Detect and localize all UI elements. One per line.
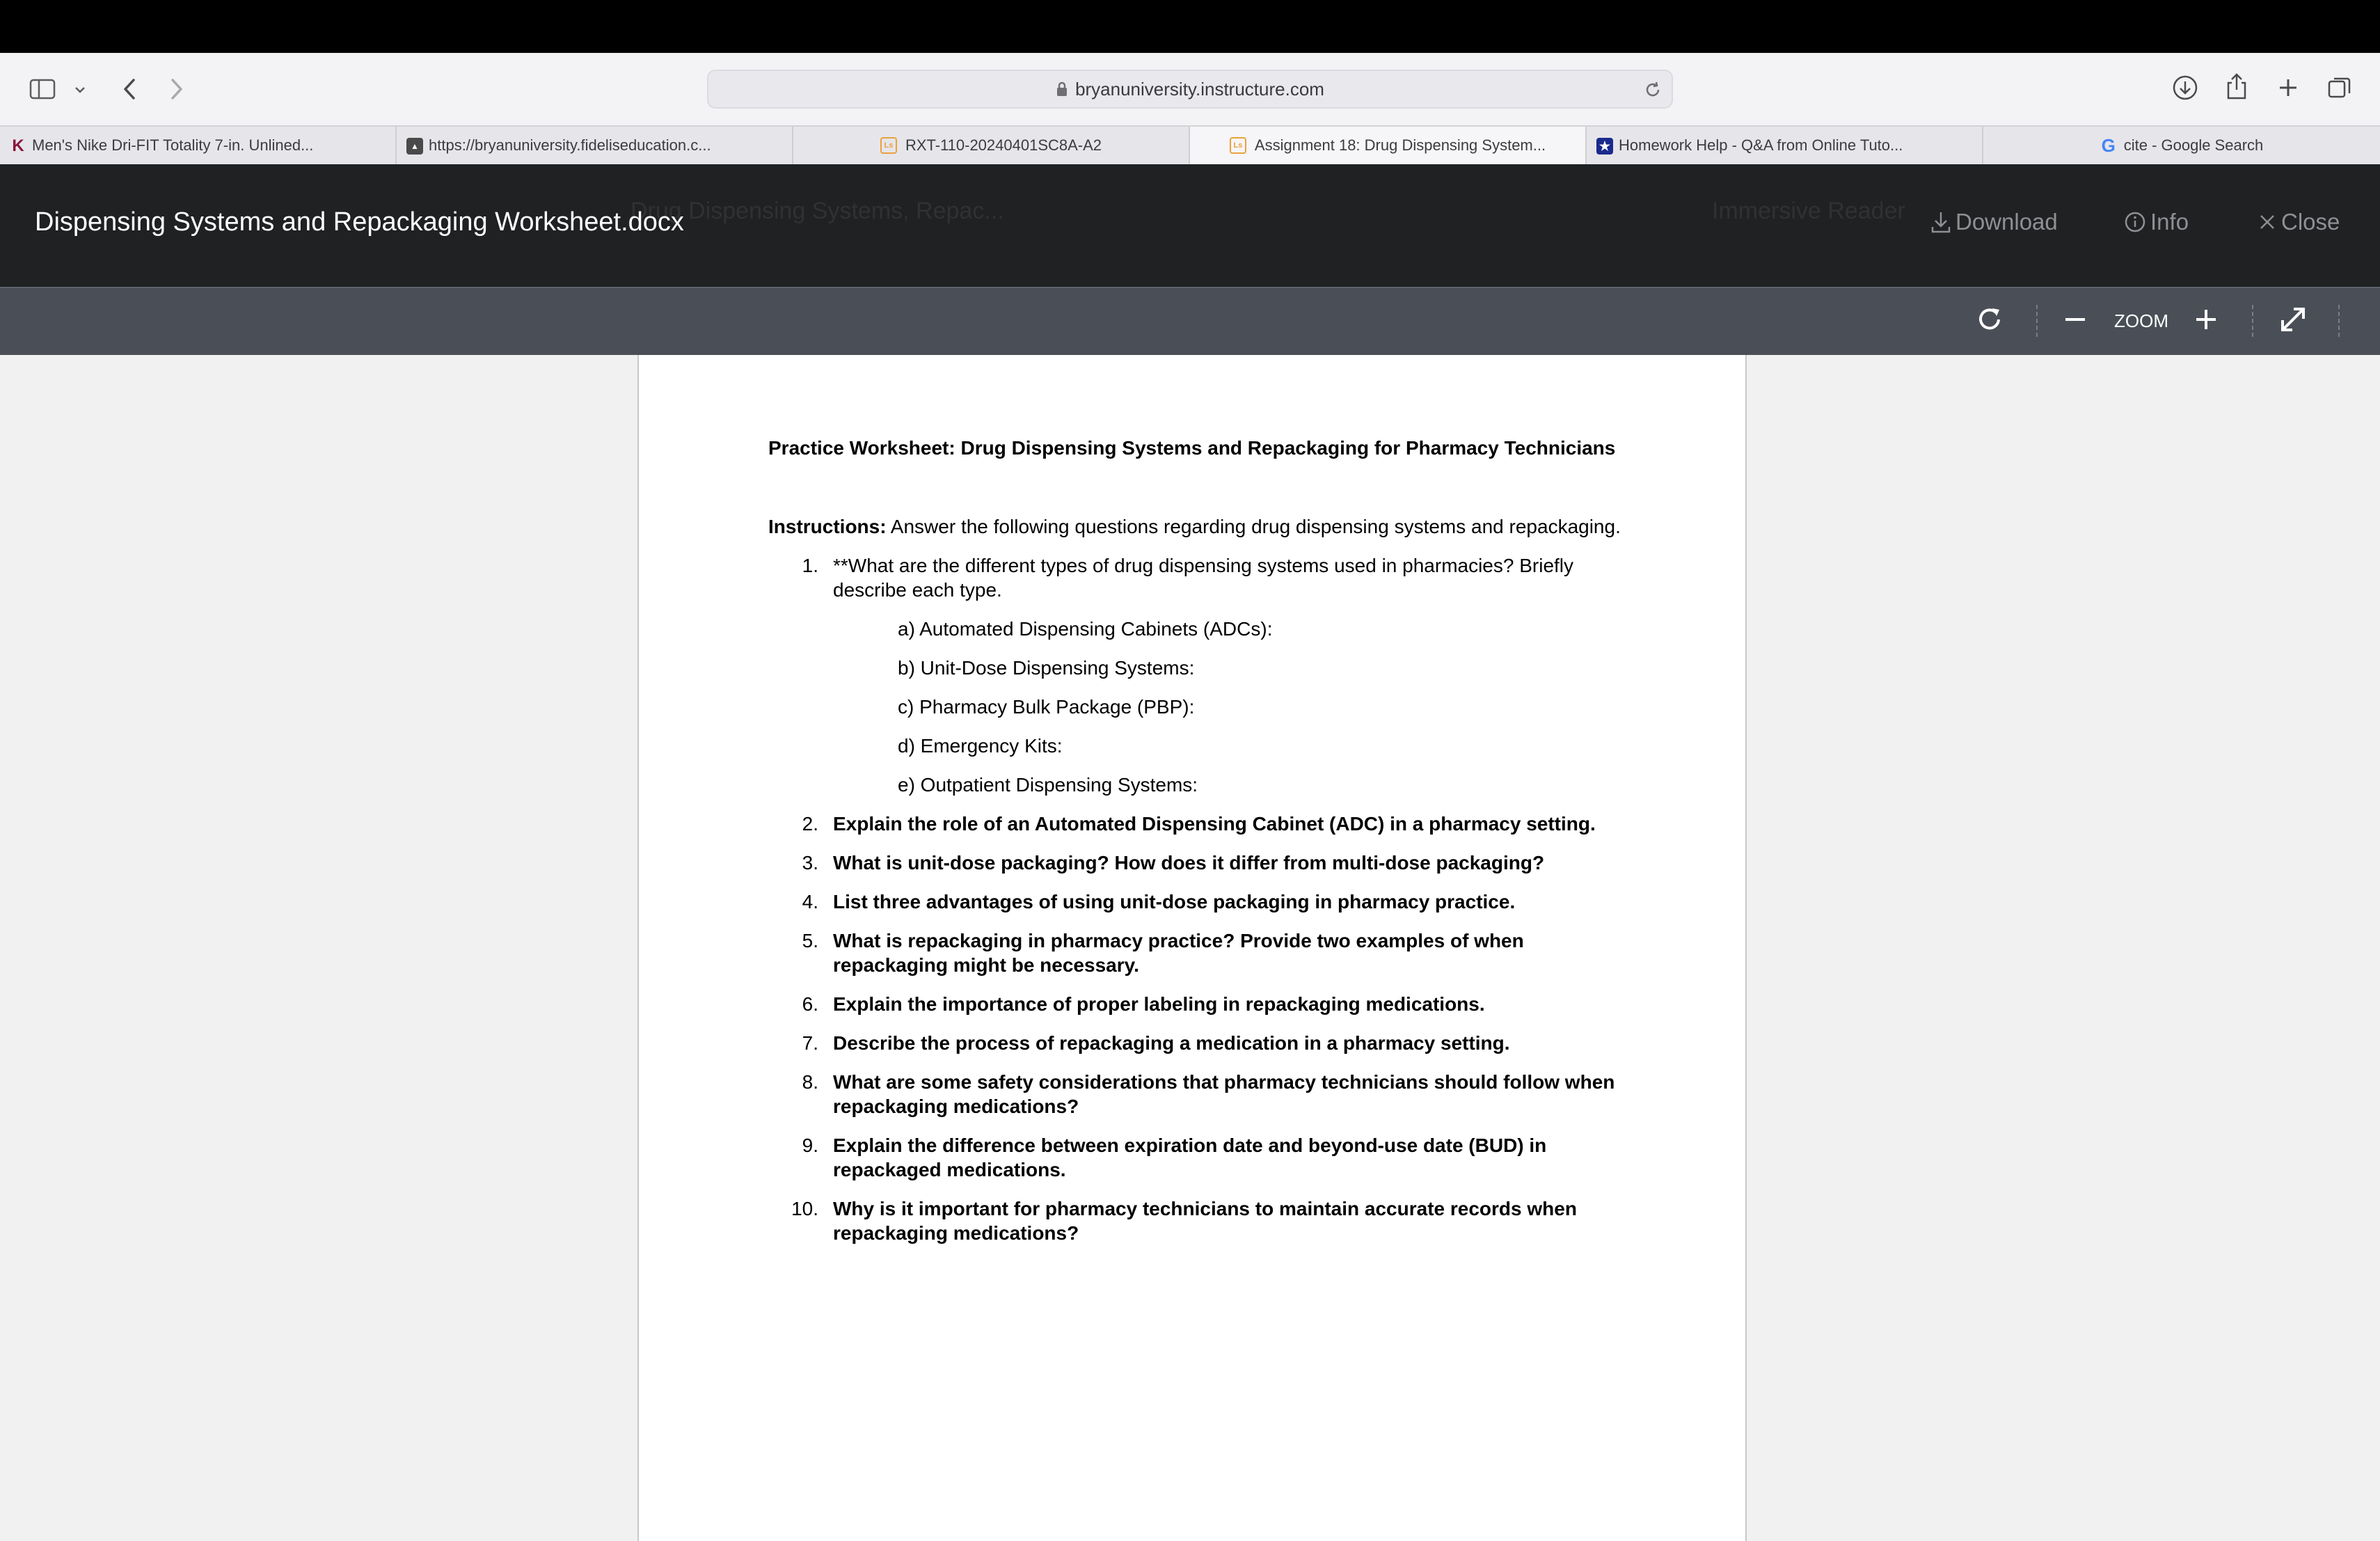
question-item bbox=[768, 1031, 1631, 1055]
question-item bbox=[768, 1196, 1631, 1245]
question-number: 3. bbox=[802, 852, 818, 874]
instructions-text: Answer the following questions regarding drug dispensing systems and repackaging. bbox=[886, 516, 1621, 537]
sidebar-icon bbox=[29, 78, 57, 100]
tab-label: Assignment 18: Drug Dispensing System... bbox=[1254, 136, 1546, 154]
question-number: 9. bbox=[802, 1135, 818, 1156]
question-number: 6. bbox=[802, 993, 818, 1015]
tab-bar bbox=[0, 125, 2380, 164]
google-icon: G bbox=[2101, 134, 2116, 156]
question-number: 2. bbox=[802, 813, 818, 835]
chevron-left-icon bbox=[121, 77, 138, 101]
sub-item: d) Emergency Kits: bbox=[898, 735, 1063, 757]
question-item bbox=[768, 553, 1631, 602]
question-number: 1. bbox=[802, 555, 818, 576]
document-icon: Ls bbox=[880, 137, 897, 154]
new-tab-button[interactable] bbox=[2273, 72, 2303, 103]
toolbar-divider bbox=[2338, 305, 2340, 337]
browser-tab[interactable] bbox=[397, 127, 793, 164]
question-item bbox=[768, 890, 1631, 914]
info-button[interactable] bbox=[2124, 209, 2189, 235]
minus-icon bbox=[2063, 308, 2087, 331]
share-button[interactable] bbox=[2221, 70, 2252, 103]
reload-button[interactable] bbox=[1641, 78, 1665, 102]
question-text: What is repackaging in pharmacy practice? Provide two examples of when repackaging might be necessary. bbox=[833, 930, 1524, 976]
tab-overview-icon bbox=[2326, 74, 2353, 101]
question-number: 7. bbox=[802, 1032, 818, 1054]
question-item bbox=[768, 928, 1631, 977]
question-text: Explain the role of an Automated Dispensing Cabinet (ADC) in a pharmacy setting. bbox=[833, 813, 1596, 835]
question-number: 5. bbox=[802, 930, 818, 951]
info-label: Info bbox=[2150, 209, 2189, 235]
preview-toolbar bbox=[0, 287, 2380, 355]
document-content bbox=[768, 436, 1631, 1260]
tab-overview-button[interactable] bbox=[2324, 72, 2355, 103]
question-text: Explain the difference between expiration date and beyond-use date (BUD) in repackaged medications. bbox=[833, 1135, 1547, 1180]
browser-tab[interactable] bbox=[793, 127, 1190, 164]
toolbar-divider bbox=[2036, 305, 2038, 337]
question-text: Why is it important for pharmacy technicians to maintain accurate records when repackaging medications? bbox=[833, 1198, 1577, 1244]
lock-icon bbox=[1056, 81, 1068, 97]
address-bar[interactable] bbox=[707, 70, 1673, 109]
tab-label: Homework Help - Q&A from Online Tuto... bbox=[1619, 136, 1903, 154]
question-number: 8. bbox=[802, 1071, 818, 1093]
question-item bbox=[768, 1133, 1631, 1182]
sidebar-toggle-button[interactable] bbox=[26, 75, 60, 103]
url-text: bryanuniversity.instructure.com bbox=[1075, 78, 1324, 100]
question-text: Describe the process of repackaging a medication in a pharmacy setting. bbox=[833, 1032, 1510, 1054]
zoom-label: ZOOM bbox=[2114, 310, 2168, 331]
rotate-button[interactable] bbox=[1972, 302, 2007, 337]
fidelis-icon: ▲ bbox=[406, 138, 423, 155]
zoom-in-button[interactable] bbox=[2191, 302, 2221, 337]
downloads-button[interactable] bbox=[2170, 72, 2200, 103]
document-icon: Ls bbox=[1230, 137, 1246, 154]
reload-icon bbox=[1643, 80, 1663, 100]
zoom-out-button[interactable] bbox=[2060, 302, 2091, 337]
screen-top-bezel bbox=[0, 0, 2380, 53]
question-item bbox=[768, 992, 1631, 1016]
document-heading: Practice Worksheet: Drug Dispensing Systems and Repackaging for Pharmacy Technicians bbox=[768, 437, 1616, 459]
tab-label: https://bryanuniversity.fideliseducation.c... bbox=[429, 136, 711, 154]
share-icon bbox=[2224, 72, 2249, 101]
browser-tab[interactable] bbox=[1587, 127, 1983, 164]
question-item bbox=[768, 1070, 1631, 1119]
background-page-title: Drug Dispensing Systems, Repac... bbox=[630, 198, 1004, 224]
tab-label: cite - Google Search bbox=[2123, 136, 2264, 154]
close-label: Close bbox=[2281, 209, 2340, 235]
question-text: Explain the importance of proper labeling in repackaging medications. bbox=[833, 993, 1485, 1015]
instructions-label: Instructions: bbox=[768, 516, 887, 537]
chevron-right-icon bbox=[168, 77, 185, 101]
question-item bbox=[768, 851, 1631, 875]
rotate-icon bbox=[1974, 304, 2005, 335]
question-list bbox=[768, 553, 1631, 1245]
download-circle-icon bbox=[2171, 74, 2199, 102]
toolbar-divider bbox=[2252, 305, 2253, 337]
expand-icon bbox=[2278, 305, 2308, 334]
browser-tab[interactable] bbox=[1983, 127, 2380, 164]
browser-tab[interactable] bbox=[0, 127, 397, 164]
sub-item: b) Unit-Dose Dispensing Systems: bbox=[898, 657, 1195, 679]
sub-item: a) Automated Dispensing Cabinets (ADCs): bbox=[898, 618, 1273, 640]
question-number: 4. bbox=[802, 891, 818, 912]
plus-icon bbox=[2277, 77, 2299, 99]
question-text: List three advantages of using unit-dose packaging in pharmacy practice. bbox=[833, 891, 1516, 912]
question-item bbox=[768, 812, 1631, 836]
kohls-icon: K bbox=[12, 136, 24, 155]
close-button[interactable] bbox=[2258, 209, 2340, 235]
tab-label: Men's Nike Dri-FIT Totality 7-in. Unlined... bbox=[32, 136, 314, 154]
download-label: Download bbox=[1955, 209, 2058, 235]
fullscreen-button[interactable] bbox=[2276, 302, 2310, 337]
star-shield-icon: ★ bbox=[1596, 138, 1613, 155]
plus-icon bbox=[2194, 308, 2218, 331]
browser-tab[interactable] bbox=[1190, 127, 1587, 164]
info-icon bbox=[2124, 211, 2146, 233]
close-icon bbox=[2258, 212, 2277, 232]
question-text: **What are the different types of drug dispensing systems used in pharmacies? Briefly describe each type. bbox=[833, 555, 1574, 601]
download-icon bbox=[1930, 210, 1951, 234]
background-immersive-reader: Immersive Reader bbox=[1712, 198, 1905, 224]
question-number: 10. bbox=[791, 1198, 818, 1219]
instructions bbox=[768, 514, 1631, 539]
question-text: What is unit-dose packaging? How does it differ from multi-dose packaging? bbox=[833, 852, 1545, 874]
back-button[interactable] bbox=[114, 72, 145, 106]
forward-button[interactable] bbox=[161, 72, 192, 106]
file-title: Dispensing Systems and Repackaging Worksheet.docx bbox=[35, 207, 684, 237]
tab-label: RXT-110-20240401SC8A-A2 bbox=[905, 136, 1102, 154]
sub-item: c) Pharmacy Bulk Package (PBP): bbox=[898, 696, 1195, 718]
sub-item: e) Outpatient Dispensing Systems: bbox=[898, 774, 1198, 796]
tab-group-dropdown-button[interactable] bbox=[70, 79, 90, 100]
download-button[interactable] bbox=[1930, 209, 2058, 235]
chevron-down-icon bbox=[73, 85, 87, 95]
question-text: What are some safety considerations that pharmacy technicians should follow when repackaging medications? bbox=[833, 1071, 1615, 1117]
